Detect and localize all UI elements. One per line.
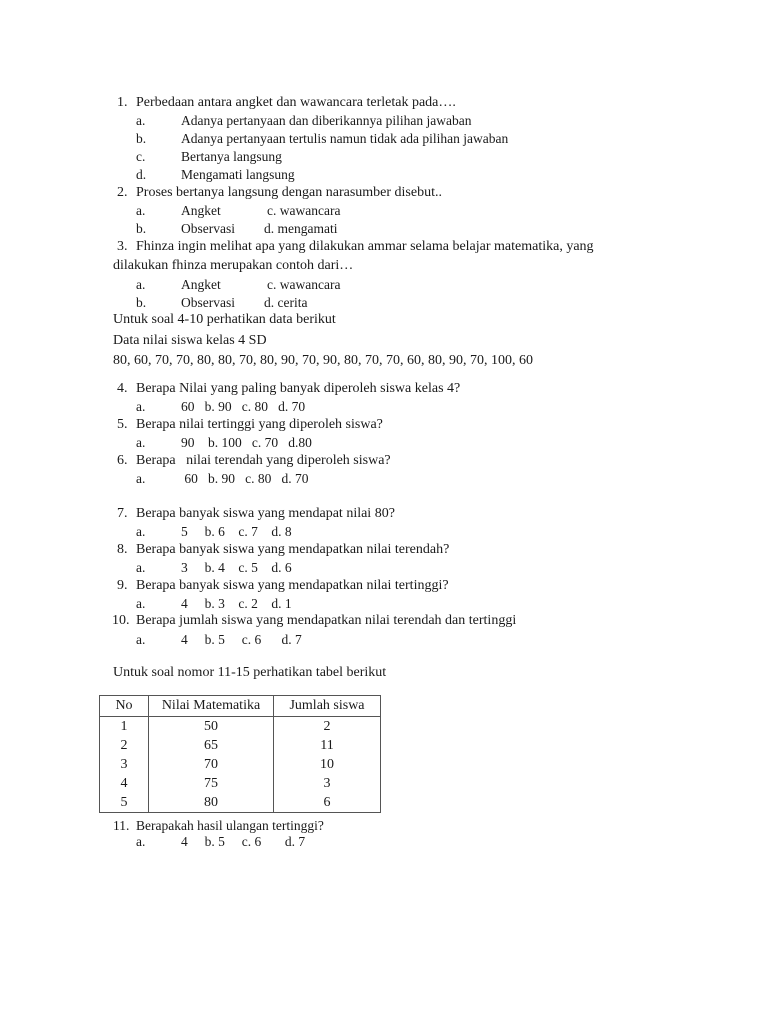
table-row: [100, 717, 381, 737]
table-cell: 1: [100, 717, 149, 737]
question-text: Berapa banyak siswa yang mendapatkan nilai tertinggi?: [136, 578, 449, 593]
option-label: a.: [136, 435, 146, 450]
table-row: [100, 793, 381, 813]
option-label: c.: [136, 149, 146, 164]
table-cell: 50: [149, 717, 274, 737]
question-text: Berapa Nilai yang paling banyak diperoleh siswa kelas 4?: [136, 381, 461, 396]
data-heading: Data nilai siswa kelas 4 SD: [113, 333, 267, 348]
scores-table: [99, 695, 381, 813]
question-2-number: 2.: [117, 185, 128, 200]
question-number: 6.: [117, 453, 128, 468]
option-label: a.: [136, 560, 146, 575]
option-text: 4 b. 5 c. 6 d. 7: [181, 632, 302, 647]
option-label: b.: [136, 221, 147, 236]
option-label: b.: [136, 295, 147, 310]
question-number: 5.: [117, 417, 128, 432]
table-intro: Untuk soal nomor 11-15 perhatikan tabel berikut: [113, 665, 387, 680]
option-label: d.: [136, 167, 147, 182]
table-row: [100, 774, 381, 793]
table-cell: 4: [100, 774, 149, 793]
question-3-number: 3.: [117, 239, 128, 254]
table-cell: 5: [100, 793, 149, 813]
table-header-cell: No: [100, 696, 149, 717]
question-text: Berapa banyak siswa yang mendapat nilai 80?: [136, 506, 395, 521]
question-3-text-continued: dilakukan fhinza merupakan contoh dari…: [113, 258, 354, 273]
option-text: Angket: [181, 277, 221, 292]
table-cell: 6: [274, 793, 381, 813]
table-cell: 11: [274, 736, 381, 755]
table-cell: 3: [100, 755, 149, 774]
table-row: [100, 736, 381, 755]
option-text: Adanya pertanyaan dan diberikannya pilihan jawaban: [181, 113, 472, 128]
question-text: Berapa nilai terendah yang diperoleh siswa?: [136, 453, 391, 468]
option-text: 60 b. 90 c. 80 d. 70: [181, 471, 309, 486]
option-text: Observasi: [181, 295, 235, 310]
option-label: a.: [136, 596, 146, 611]
option-label: a.: [136, 203, 146, 218]
table-header-cell: Jumlah siswa: [274, 696, 381, 717]
option-text: Bertanya langsung: [181, 149, 282, 164]
data-values: 80, 60, 70, 70, 80, 80, 70, 80, 90, 70, 90, 80, 70, 70, 60, 80, 90, 70, 100, 60: [113, 353, 533, 368]
question-text: Berapakah hasil ulangan tertinggi?: [136, 818, 324, 833]
question-text: Berapa jumlah siswa yang mendapatkan nilai terendah dan tertinggi: [136, 613, 517, 628]
question-2-text: Proses bertanya langsung dengan narasumber disebut..: [136, 185, 442, 200]
question-3-text: Fhinza ingin melihat apa yang dilakukan ammar selama belajar matematika, yang: [136, 239, 594, 254]
option-text: Observasi: [181, 221, 235, 236]
table-cell: 3: [274, 774, 381, 793]
question-text: Berapa nilai tertinggi yang diperoleh siswa?: [136, 417, 383, 432]
table-cell: 10: [274, 755, 381, 774]
option-label: a.: [136, 834, 146, 849]
table-cell: 70: [149, 755, 274, 774]
table-row: [100, 755, 381, 774]
option-text: 5 b. 6 c. 7 d. 8: [181, 524, 292, 539]
option-label: a.: [136, 471, 146, 486]
option-text: 4 b. 5 c. 6 d. 7: [181, 834, 306, 849]
option-text: Adanya pertanyaan tertulis namun tidak ada pilihan jawaban: [181, 131, 509, 146]
table-header-cell: Nilai Matematika: [149, 696, 274, 717]
question-number: 10.: [112, 613, 130, 628]
option-text: Mengamati langsung: [181, 167, 295, 182]
option-text: 4 b. 3 c. 2 d. 1: [181, 596, 292, 611]
section-intro: Untuk soal 4-10 perhatikan data berikut: [113, 312, 336, 327]
option-label: a.: [136, 399, 146, 414]
option-text: c. wawancara: [267, 203, 341, 218]
option-label: a.: [136, 277, 146, 292]
table-cell: 2: [100, 736, 149, 755]
option-label: b.: [136, 131, 147, 146]
option-label: a.: [136, 524, 146, 539]
option-text: Angket: [181, 203, 221, 218]
table-header-row: [100, 696, 381, 717]
question-1-number: 1.: [117, 95, 128, 110]
question-number: 9.: [117, 578, 128, 593]
option-label: a.: [136, 113, 146, 128]
option-text: c. wawancara: [267, 277, 341, 292]
question-text: Berapa banyak siswa yang mendapatkan nilai terendah?: [136, 542, 450, 557]
option-label: a.: [136, 632, 146, 647]
table-cell: 2: [274, 717, 381, 737]
option-text: 90 b. 100 c. 70 d.80: [181, 435, 312, 450]
option-text: d. cerita: [264, 295, 308, 310]
question-number: 11.: [113, 818, 130, 833]
table-cell: 80: [149, 793, 274, 813]
option-text: d. mengamati: [264, 221, 338, 236]
table-cell: 65: [149, 736, 274, 755]
question-number: 4.: [117, 381, 128, 396]
option-text: 60 b. 90 c. 80 d. 70: [181, 399, 306, 414]
option-text: 3 b. 4 c. 5 d. 6: [181, 560, 292, 575]
question-number: 7.: [117, 506, 128, 521]
table-cell: 75: [149, 774, 274, 793]
question-number: 8.: [117, 542, 128, 557]
question-1-text: Perbedaan antara angket dan wawancara terletak pada….: [136, 95, 456, 110]
